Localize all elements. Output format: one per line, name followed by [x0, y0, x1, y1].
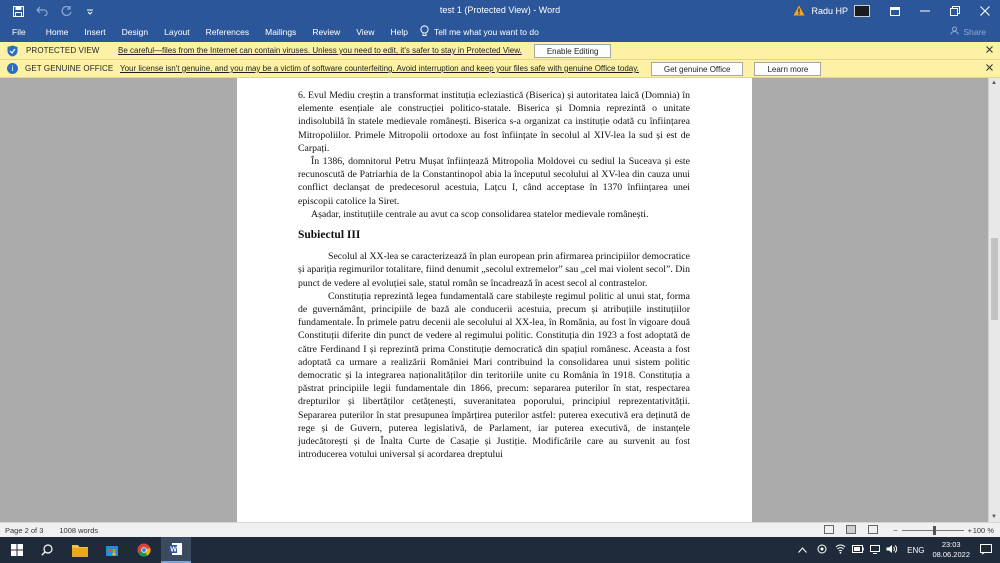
store-icon[interactable]	[97, 537, 127, 563]
tab-home[interactable]: Home	[45, 27, 69, 37]
tell-me-text: Tell me what you want to do	[433, 27, 539, 37]
language-indicator[interactable]: ENG	[907, 545, 925, 555]
paragraph: Secolul al XX-lea se caracterizează în plan european prin afirmarea principiilor democratice și apariția regimurilor totalitare, fiind denumit „secolul extremelor” sau „cel mai violent secol”. Din punct de vedere al evoluției sale, statul român se încadrează în acest secol al contrastelor.	[298, 251, 690, 289]
file-explorer-icon[interactable]	[65, 537, 95, 563]
document-body	[298, 89, 690, 461]
chrome-icon[interactable]	[129, 537, 159, 563]
network-icon[interactable]	[835, 544, 846, 556]
enable-editing-button[interactable]: Enable Editing	[534, 44, 612, 58]
ribbon-display-options-icon[interactable]	[880, 0, 910, 22]
notifications-icon[interactable]	[980, 544, 992, 557]
paragraph: În 1386, domnitorul Petru Mușat înființează Mitropolia Moldovei cu sediul la Suceava și este recunoscută de Patriarhia de la Constantinopol abia la începutul secolului al XV-lea din cauza unui conflict declanșat de predecesorul acestuia, Lațcu I, când acceptase în 1370 înființarea unei episcopii catolice la Siret.	[298, 156, 690, 207]
page-count[interactable]: Page 2 of 3	[5, 525, 44, 535]
tab-file[interactable]: File	[12, 27, 26, 37]
share-button[interactable]	[950, 26, 986, 37]
status-bar	[0, 522, 1000, 537]
warning-icon	[793, 5, 805, 18]
lightbulb-icon	[420, 25, 429, 39]
section-heading: Subiectul III	[298, 229, 361, 242]
zoom-knob[interactable]	[933, 526, 936, 535]
minimize-button[interactable]	[910, 0, 940, 22]
clock[interactable]	[932, 540, 970, 560]
genuine-office-bar	[0, 60, 1000, 78]
paragraph: Așadar, instituțiile centrale au avut ca scop consolidarea statelor medievale românești.	[311, 208, 649, 220]
get-genuine-office-button[interactable]: Get genuine Office	[651, 62, 744, 76]
tab-layout[interactable]: Layout	[164, 27, 190, 37]
word-taskbar-icon[interactable]	[161, 537, 191, 563]
protected-view-bar	[0, 42, 1000, 60]
zoom-out-icon[interactable]: −	[893, 526, 898, 535]
clock-date: 08.06.2022	[932, 550, 970, 559]
tray-app-icon[interactable]	[817, 544, 827, 556]
tab-design[interactable]: Design	[121, 27, 149, 37]
vertical-scrollbar[interactable]	[988, 78, 1000, 522]
chevron-up-icon[interactable]	[798, 546, 807, 555]
tab-references[interactable]: References	[205, 27, 250, 37]
web-layout-icon[interactable]	[868, 525, 878, 534]
zoom-slider[interactable]	[893, 526, 972, 535]
protected-view-message[interactable]: Be careful—files from the Internet can contain viruses. Unless you need to edit, it's safer to stay in Protected View.	[118, 46, 522, 55]
search-icon[interactable]	[32, 537, 62, 563]
document-area	[0, 78, 988, 522]
genuine-office-label: GET GENUINE OFFICE	[25, 64, 114, 73]
share-person-icon	[950, 26, 959, 37]
user-account[interactable]	[793, 5, 870, 18]
restore-button[interactable]	[940, 0, 970, 22]
tab-mailings[interactable]: Mailings	[265, 27, 297, 37]
close-button[interactable]	[970, 0, 1000, 22]
close-icon[interactable]	[986, 63, 993, 73]
tab-view[interactable]: View	[356, 27, 375, 37]
tab-help[interactable]: Help	[390, 27, 408, 37]
genuine-office-message[interactable]: Your license isn't genuine, and you may be a victim of software counterfeiting. Avoid interruption and keep your files safe with genuine Office today.	[120, 64, 639, 73]
shield-icon	[7, 45, 18, 57]
tell-me-box[interactable]	[420, 25, 539, 39]
learn-more-button[interactable]: Learn more	[754, 62, 821, 76]
ribbon-tabs	[0, 22, 1000, 42]
zoom-in-icon[interactable]: +	[967, 526, 972, 535]
paragraph: Constituția reprezintă legea fundamentală care stabilește regimul politic al unui stat, forma de guvernământ, principiile de bază ale conducerii acestuia, precum și atribuțiile instituțiilor fundamentale. În primele patru decenii ale secolului al XX-lea, în România, au fost în vigoare două Constituții diferite din punct de vedere al regimului politic. Constituția din 1923 a fost adoptată de către Ferdinand I și reprezintă prima Constituție democratică din spațiul românesc. Aceasta a fost adoptată ca urmare a realizării României Mari contribuind la consolidarea unui sistem politic democratic și la integrarea naționalităților din teritoriile unite cu România în 1918. Constituția a păstrat principiile legii fundamentale din 1866, precum: separarea puterilor în stat, respectarea drepturilor și libertăților cetățenești, suveranitatea poporului, principiul reprezentativității. Separarea puterilor în stat presupunea împărțirea puterilor astfel: puterea executivă era deținută de rege și de Guvern, puterea legislativă, de Parlament, iar puterea executivă, de instanțele judecătorești și de Înalta Curte de Casație și Justiție. Modificările care au survenit au fost introducerea votului universal și acordarea dreptului	[298, 290, 690, 461]
windows-start-icon[interactable]	[2, 537, 32, 563]
scroll-thumb[interactable]	[991, 238, 998, 320]
read-mode-icon[interactable]	[824, 525, 834, 534]
clock-time: 23:03	[941, 540, 961, 549]
title-bar	[0, 0, 1000, 22]
word-count[interactable]: 1008 words	[59, 525, 99, 535]
close-icon[interactable]	[986, 45, 993, 55]
tab-review[interactable]: Review	[312, 27, 341, 37]
scroll-up-icon[interactable]: ▲	[991, 80, 997, 86]
user-name: Radu HP	[811, 6, 848, 16]
zoom-track[interactable]	[902, 530, 964, 531]
window-title: test 1 (Protected View) - Word	[439, 5, 561, 15]
zoom-level[interactable]: 100 %	[972, 526, 994, 535]
view-buttons	[824, 525, 878, 534]
system-tray	[798, 537, 1000, 563]
battery-icon[interactable]	[852, 545, 864, 555]
share-label: Share	[963, 26, 986, 37]
volume-icon[interactable]	[886, 544, 897, 556]
svg-text:W: W	[170, 546, 177, 554]
taskbar	[0, 537, 1000, 563]
tab-insert[interactable]: Insert	[84, 27, 106, 37]
display-icon[interactable]	[870, 545, 880, 556]
scroll-down-icon[interactable]: ▼	[991, 514, 997, 520]
protected-view-label: PROTECTED VIEW	[26, 46, 100, 55]
paragraph: 6. Evul Mediu creștin a transformat instituția ecleziastică (Biserica) și autoritatea laică (Domnia) în elemente esențiale ale construcției politico-statale. Biserica și Domnia reprezintă o unitate indisolubilă în statele medievale românești. Biserica s-a organizat ca instituție odată cu înființarea Mitropoliilor. Primele Mitropolii ortodoxe au fost înființate în secolul al XIV-lea la sud și est de Carpați.	[298, 90, 690, 154]
info-icon: i	[7, 63, 18, 74]
document-page	[237, 78, 752, 522]
print-layout-icon[interactable]	[846, 525, 856, 534]
avatar[interactable]	[854, 5, 870, 17]
